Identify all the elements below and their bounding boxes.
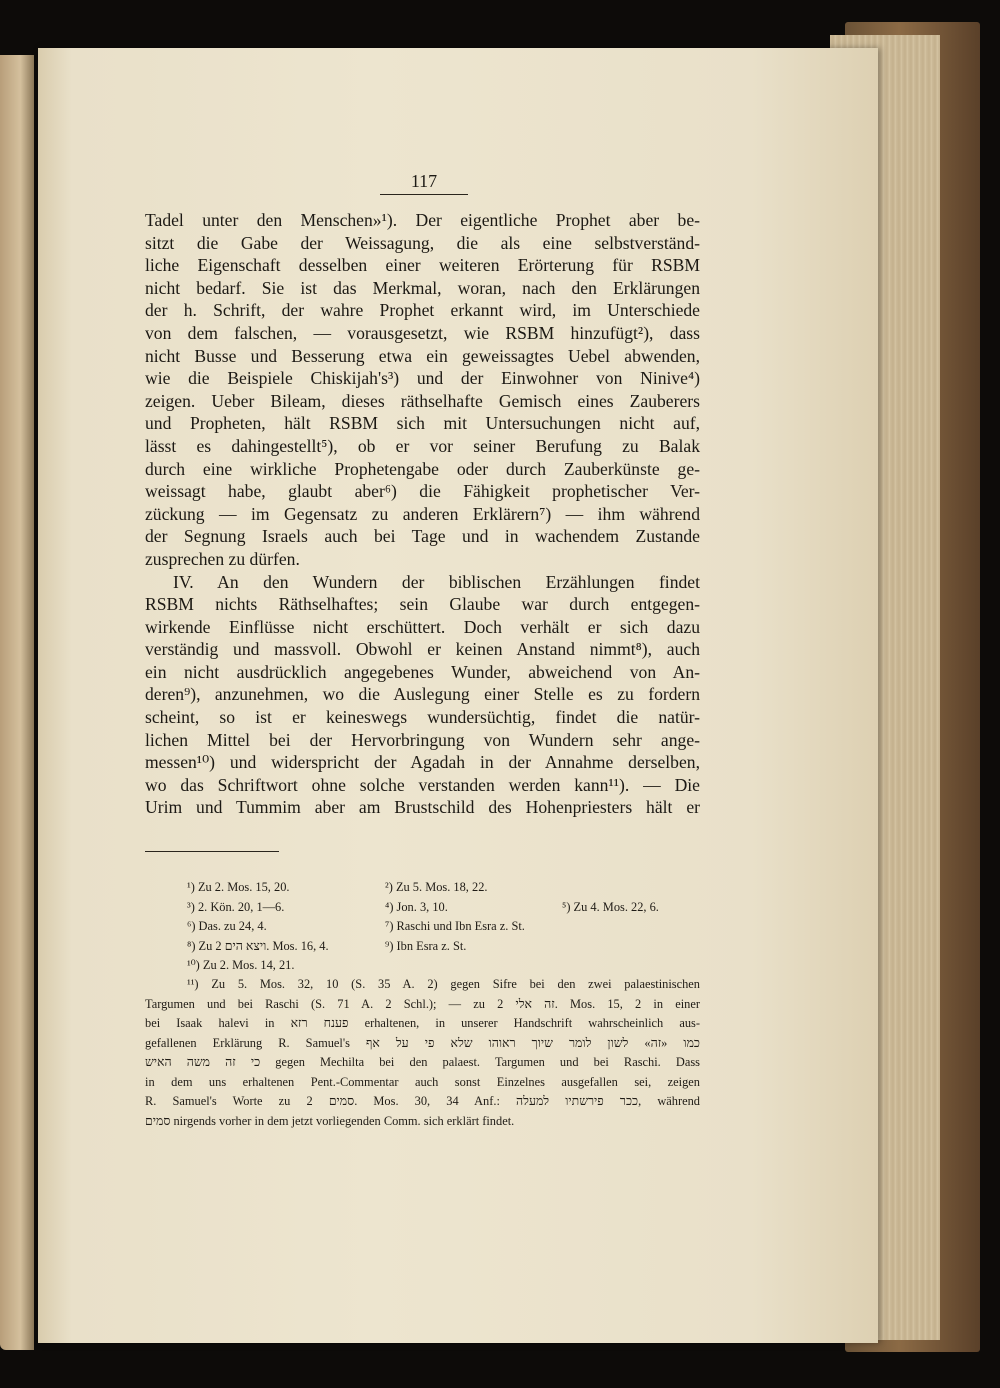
footnote-row [145,917,705,937]
body-line: Tadel unter den Menschen»¹). Der eigentliche Prophet aber be- [145,210,700,230]
body-line: zeigen. Ueber Bileam, dieses räthselhafte Gemisch eines Zauberers [145,390,700,411]
footnote: ²) Zu 5. Mos. 18, 22. [385,880,488,894]
footnote-line: bei Isaak halevi in פענח רזא erhaltenen, in unserer Handschrift wahrscheinlich aus- [145,1016,700,1030]
footnote: ⁴) Jon. 3, 10. [385,899,448,914]
footnote-line: gefallenen Erklärung R. Samuel's כמו «זה» לשון לומר שיוך ראוהו שלא פי על אף [145,1035,700,1050]
body-line: liche Eigenschaft desselben einer weiteren Erörterung für RSBM [145,255,700,276]
footnote-line: R. Samuel's Worte zu סמים 2. Mos. 30, 34 Anf.: ככר פירשתיו למעלה, während [145,1094,700,1108]
body-line: scheint, so ist er keineswegs wundersüchtig, findet die natür- [145,707,700,728]
body-line: der Segnung Israels auch bei Tage und in wachendem Zustande [145,526,700,547]
section-start-line: IV. An den Wundern der biblischen Erzählungen findet [173,571,700,592]
footnote-11 [145,975,700,1131]
page-number: 117 [380,171,468,195]
body-line: Urim und Tummim aber am Brustschild des Hohenpriesters hält er [145,797,700,818]
footnote-line: Targumen und bei Raschi (S. 71 A. 2 Schl.); — zu זה אלי 2. Mos. 15, 2 in einer [145,996,700,1011]
body-line: nicht bedarf. Sie ist das Merkmal, woran, nach den Erklärungen [145,277,700,298]
footnote: ⁹) Ibn Esra z. St. [385,938,467,953]
body-text [145,209,700,819]
footnote-separator [145,851,279,852]
body-line: messen¹⁰) und widerspricht der Agadah in der Annahme derselben, [145,752,700,773]
footnote: ⁸) Zu ויצא הים 2. Mos. 16, 4. [187,938,329,953]
footnotes-short [145,878,705,976]
body-line: deren⁹), anzunehmen, wo die Auslegung einer Stelle es zu fordern [145,684,700,705]
body-line: RSBM nichts Räthselhaftes; sein Glaube war durch entgegen- [145,594,700,615]
footnote-row [145,878,705,898]
footnote-line: ¹¹) Zu 5. Mos. 32, 10 (S. 35 A. 2) gegen Sifre bei den zwei palaestinischen [187,977,700,991]
body-line: der h. Schrift, der wahre Prophet erkannt wird, im Unterschiede [145,300,700,321]
footnote-line: סמים nirgends vorher in dem jetzt vorliegenden Comm. sich erklärt findet. [145,1113,515,1128]
body-line: wo das Schriftwort ohne solche verstanden werden kann¹¹). — Die [145,774,700,795]
body-line: nicht Busse und Besserung etwa ein geweissagtes Uebel abwenden, [145,345,700,366]
body-line: wirkende Einflüsse nicht erschüttert. Doch verhält er sich dazu [145,616,700,637]
footnote-line: in dem uns erhaltenen Pent.-Commentar auch sonst Einzelnes ausgefallen sei, zeigen [145,1074,700,1089]
footnote: ¹⁰) Zu 2. Mos. 14, 21. [187,958,295,972]
body-line: ein nicht ausdrücklich angegebenes Wunder, abweichend von An- [145,661,700,682]
body-line: zückung — im Gegensatz zu anderen Erklärern⁷) — ihm während [145,503,700,524]
footnote: ⁷) Raschi und Ibn Esra z. St. [385,919,525,933]
body-line: durch eine wirkliche Prophetengabe oder durch Zauberkünste ge- [145,458,700,479]
body-line: und Propheten, hält RSBM sich mit Untersuchungen nicht auf, [145,413,700,434]
body-line: wie die Beispiele Chiskijah's³) und der Einwohner von Ninive⁴) [145,368,700,389]
footnote-row [145,898,705,918]
footnote: ⁵) Zu 4. Mos. 22, 6. [562,899,659,914]
previous-page-edge [0,55,34,1350]
footnote-row [145,937,705,957]
body-line: sitzt die Gabe der Weissagung, die als eine selbstverständ- [145,232,700,253]
footnote: ⁶) Das. zu 24, 4. [187,919,267,933]
footnote: ¹) Zu 2. Mos. 15, 20. [187,880,290,894]
footnote-line: כי זה משה האיש gegen Mechilta bei den palaest. Targumen und bei Raschi. Dass [145,1055,700,1069]
footnote: ³) 2. Kön. 20, 1—6. [187,899,285,914]
body-line: lässt es dahingestellt⁵), ob er vor seiner Berufung zu Balak [145,435,700,456]
footnote-row [145,956,705,976]
body-line: lichen Mittel bei der Hervorbringung von Wundern sehr ange- [145,729,700,750]
body-line: verständig und massvoll. Obwohl er keinen Anstand nimmt⁸), auch [145,639,700,660]
body-line: zusprechen zu dürfen. [145,548,300,569]
body-line: von dem falschen, — vorausgesetzt, wie RSBM hinzufügt²), dass [145,322,700,343]
body-line: weissagt habe, glaubt aber⁶) die Fähigkeit prophetischer Ver- [145,481,700,502]
